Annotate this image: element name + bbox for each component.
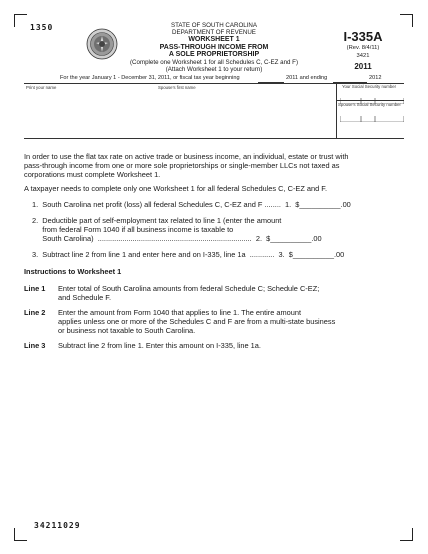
corner-mark-bottom-left: [14, 528, 27, 541]
field-area-bottom-rule: [24, 138, 404, 139]
worksheet-line-3[interactable]: 3. Subtract line 2 from line 1 and enter here and on I-335, line 1a ............ 3. $__________.00: [32, 250, 345, 259]
form-number: I-335A: [343, 29, 383, 44]
form-code: 3421: [356, 53, 370, 59]
form-code-top: 1350: [30, 23, 54, 32]
header-department: DEPARTMENT OF REVENUE: [172, 29, 256, 36]
intro-line-2: pass-through income from one or more sole proprietorships or single-member LLCs not taxed as: [24, 161, 340, 170]
header-worksheet: WORKSHEET 1: [188, 36, 240, 43]
instruction-1-label: Line 1: [24, 284, 46, 293]
instruction-2-label: Line 2: [24, 308, 46, 317]
intro-note: A taxpayer needs to complete only one Worksheet 1 for all federal Schedules C, C-EZ and F.: [24, 184, 328, 193]
instruction-1-text-b: and Schedule F.: [58, 293, 112, 302]
header-title-line2: A SOLE PROPRIETORSHIP: [168, 51, 260, 58]
worksheet-line-2a: 2. Deductible part of self-employment tax related to line 1 (enter the amount: [32, 216, 282, 225]
print-name-label: Print your name: [26, 85, 57, 90]
worksheet-line-2b: from federal Form 1040 if all business income is taxable to: [32, 225, 234, 234]
tax-year-text: For the year January 1 - December 31, 2011, or fiscal tax year beginning: [60, 75, 240, 81]
intro-line-3: corporations must complete Worksheet 1.: [24, 170, 161, 179]
name-input-field[interactable]: [24, 90, 334, 100]
form-year: 2011: [354, 62, 372, 71]
form-code-bottom: 34211029: [34, 521, 81, 530]
worksheet-line-2c[interactable]: South Carolina) ........................................................................... 2. $__________.00: [32, 234, 322, 243]
intro-line-1: In order to use the flat tax rate on active trade or business income, an individual, estate or trust with: [24, 152, 349, 161]
header-state: STATE OF SOUTH CAROLINA: [170, 22, 258, 29]
tax-year-middle: 2011 and ending: [286, 75, 328, 81]
instructions-heading: Instructions to Worksheet 1: [24, 267, 122, 276]
instruction-2-text-b: applies unless one or more of the Schedules C and F are from a multi-state business: [58, 317, 336, 326]
instruction-3-text-a: Subtract line 2 from line 1. Enter this amount on I-335, line 1a.: [58, 341, 261, 350]
instruction-3-label: Line 3: [24, 341, 46, 350]
instruction-2-text-a: Enter the amount from Form 1040 that applies to line 1. The entire amount: [58, 308, 302, 317]
header-instruction1: (Complete one Worksheet 1 for all Schedules C, C-EZ and F): [129, 58, 299, 66]
corner-mark-bottom-right: [400, 528, 413, 541]
spouse-ssn-boxes[interactable]: [340, 109, 404, 117]
spouse-first-name-label: Spouse's first name: [158, 85, 196, 90]
worksheet-line-1[interactable]: 1. South Carolina net profit (loss) all federal Schedules C, C-EZ and F ........ 1. $__________.00: [32, 200, 351, 209]
ssn-box-left-edge: [336, 83, 337, 138]
spouse-ssn-label: Spouse's Social Security number: [338, 101, 401, 107]
tax-year-end: 2012: [369, 75, 382, 81]
form-revision: (Rev. 8/4/11): [346, 45, 380, 51]
your-ssn-label: Your Social Security number: [342, 84, 397, 89]
instruction-2-text-c: or business not taxable to South Carolina.: [58, 326, 196, 335]
header-title-line1: PASS-THROUGH INCOME FROM: [159, 43, 269, 51]
your-ssn-boxes[interactable]: [340, 91, 404, 99]
instruction-1-text-a: Enter total of South Carolina amounts from federal Schedule C; Schedule C-EZ;: [58, 284, 320, 293]
header-instruction2: (Attach Worksheet 1 to your return): [165, 66, 263, 73]
